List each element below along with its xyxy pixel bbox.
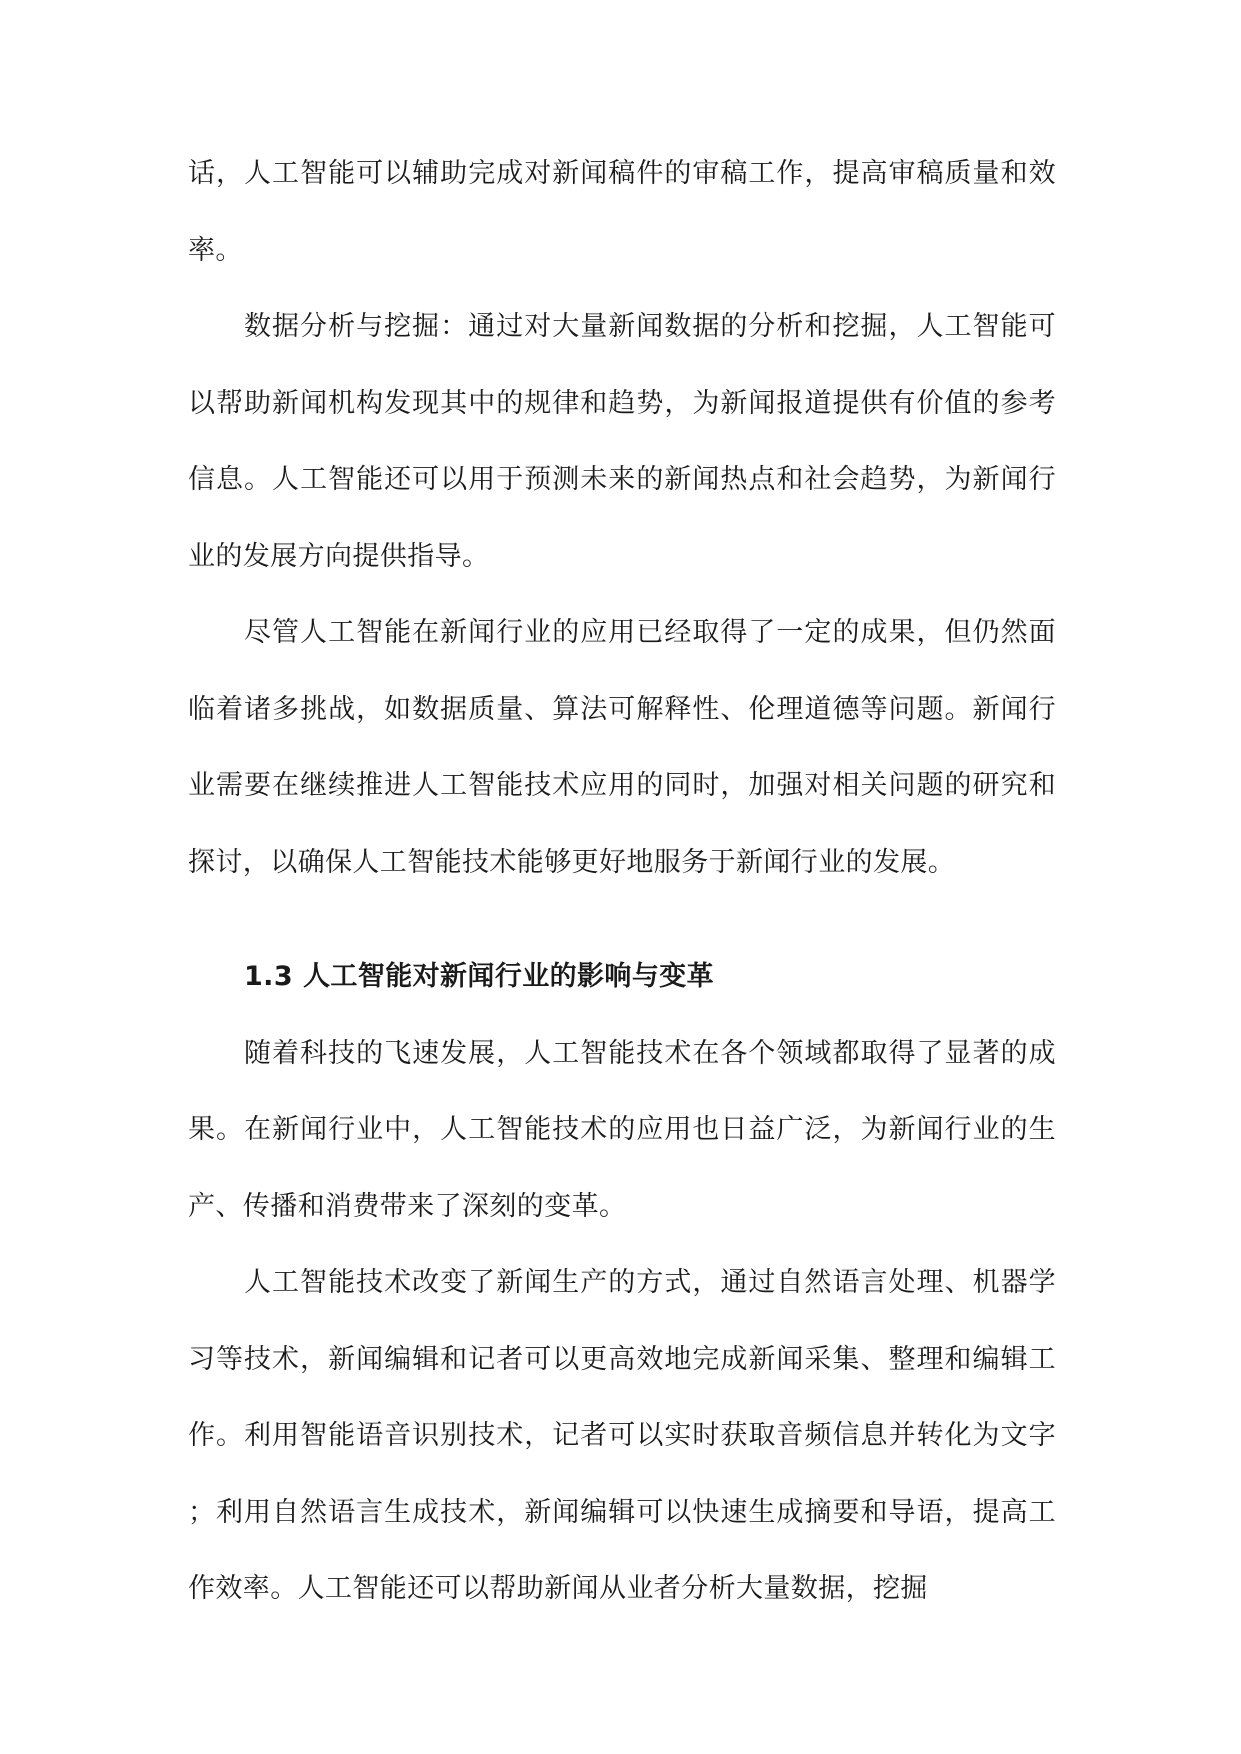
paragraph-data-analysis: 数据分析与挖掘：通过对大量新闻数据的分析和挖掘，人工智能可以帮助新闻机构发现其中的规律和趋势，为新闻报道提供有价值的参考信息。人工智能还可以用于预测未来的新闻热点和社会趋势，为新闻行业的发展方向提供指导。: [188, 311, 1056, 572]
paragraph-intro: 随着科技的飞速发展，人工智能技术在各个领域都取得了显著的成果。在新闻行业中，人工智能技术的应用也日益广泛，为新闻行业的生产、传播和消费带来了深刻的变革。: [188, 1037, 1056, 1222]
section-title: 人工智能对新闻行业的影响与变革: [303, 961, 715, 992]
paragraph-review-continuation: 话，人工智能可以辅助完成对新闻稿件的审稿工作，提高审稿质量和效率。: [188, 158, 1056, 266]
section-number: 1.3: [244, 961, 294, 992]
paragraph-challenges: 尽管人工智能在新闻行业的应用已经取得了一定的成果，但仍然面临着诸多挑战，如数据质量、算法可解释性、伦理道德等问题。新闻行业需要在继续推进人工智能技术应用的同时，加强对相关问题的研究和探讨，以确保人工智能技术能够更好地服务于新闻行业的发展。: [188, 617, 1056, 878]
document-body: [188, 136, 1056, 1628]
paragraph-production-change: 人工智能技术改变了新闻生产的方式，通过自然语言处理、机器学习等技术，新闻编辑和记者可以更高效地完成新闻采集、整理和编辑工作。利用智能语音识别技术，记者可以实时获取音频信息并转化为文字；利用自然语言生成技术，新闻编辑可以快速生成摘要和导语，提高工作效率。人工智能还可以帮助新闻从业者分析大量数据，挖掘: [188, 1267, 1056, 1604]
section-heading: [188, 939, 1056, 1016]
